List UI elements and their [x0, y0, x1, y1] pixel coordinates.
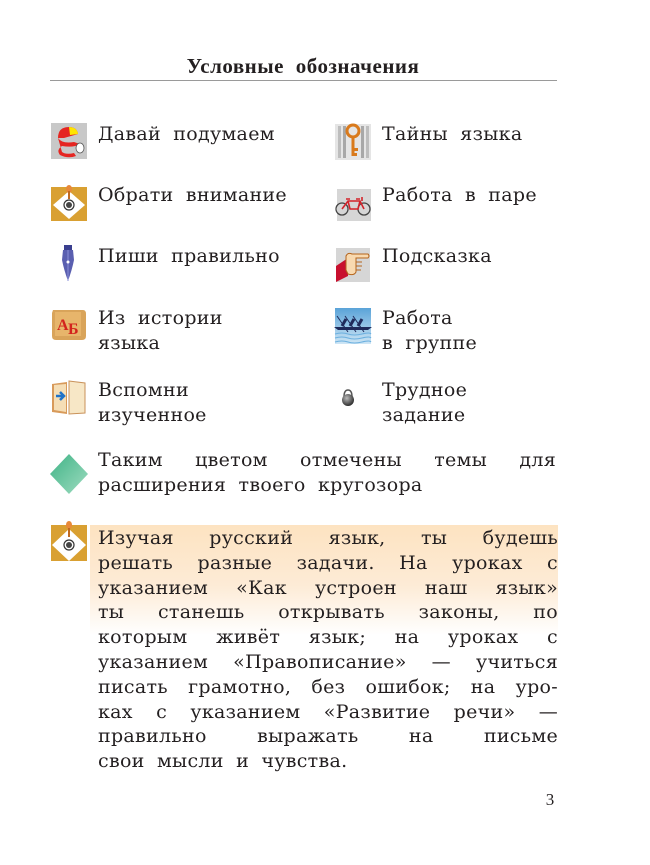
weight-ball-icon — [334, 378, 372, 416]
legend-label: Обрати внимание — [98, 184, 287, 206]
legend-label: Вспомни изученное — [98, 379, 207, 426]
legend-label: Пиши правильно — [98, 245, 280, 267]
open-book-arrow-icon — [50, 378, 88, 416]
thinking-head-icon — [50, 122, 88, 160]
pointing-hand-icon — [334, 244, 372, 282]
intro-note-text: Изучая русский язык, ты будешь решать разные задачи. На уроках с указанием «Как устроен наш язык» ты станешь открывать законы, по которым живёт язык; на уроках с указанием «Правописание» — учиться писать грамотно, без ошибок; на уро- ках с указанием «Развитие речи» — правильно выражать на письме свои мысли и чувства. — [98, 527, 558, 773]
legend-item-secrets — [334, 122, 522, 160]
fountain-pen-nib-icon — [50, 244, 88, 282]
attention-pin-icon — [50, 183, 88, 221]
title-divider — [50, 80, 557, 81]
legend-label: Работа в паре — [382, 184, 537, 206]
legend-label: Тайны языка — [382, 123, 523, 145]
rowing-team-icon — [334, 306, 372, 344]
legend-item-think — [50, 122, 275, 160]
legend-label: Из истории языка — [98, 307, 223, 354]
highlight-note-text: Таким цветом отмечены темы для расширения твоего кругозора — [98, 449, 556, 496]
legend-item-group-work — [334, 306, 477, 356]
scroll-ab-icon — [50, 306, 88, 344]
legend-label: Трудное задание — [382, 379, 468, 426]
attention-pin-icon — [50, 520, 88, 562]
legend-item-write — [50, 244, 280, 282]
legend-item-attention — [50, 183, 287, 221]
legend-label: Работа в группе — [382, 307, 478, 354]
legend-item-history — [50, 306, 223, 356]
svg-text:А: А — [57, 317, 69, 334]
legend-item-hard-task — [334, 378, 467, 428]
page-title: Условные обозначения — [186, 54, 420, 78]
legend-label: Подсказка — [382, 245, 492, 267]
key-icon — [334, 122, 372, 160]
tandem-bicycle-icon — [334, 183, 372, 221]
highlight-color-note — [50, 448, 558, 498]
page-number: 3 — [545, 790, 555, 809]
legend-item-hint — [334, 244, 492, 282]
legend-item-pair-work — [334, 183, 537, 221]
legend-label: Давай подумаем — [98, 123, 275, 145]
svg-text:Б: Б — [68, 321, 79, 338]
green-diamond-icon — [50, 448, 88, 498]
legend-item-recall — [50, 378, 207, 428]
